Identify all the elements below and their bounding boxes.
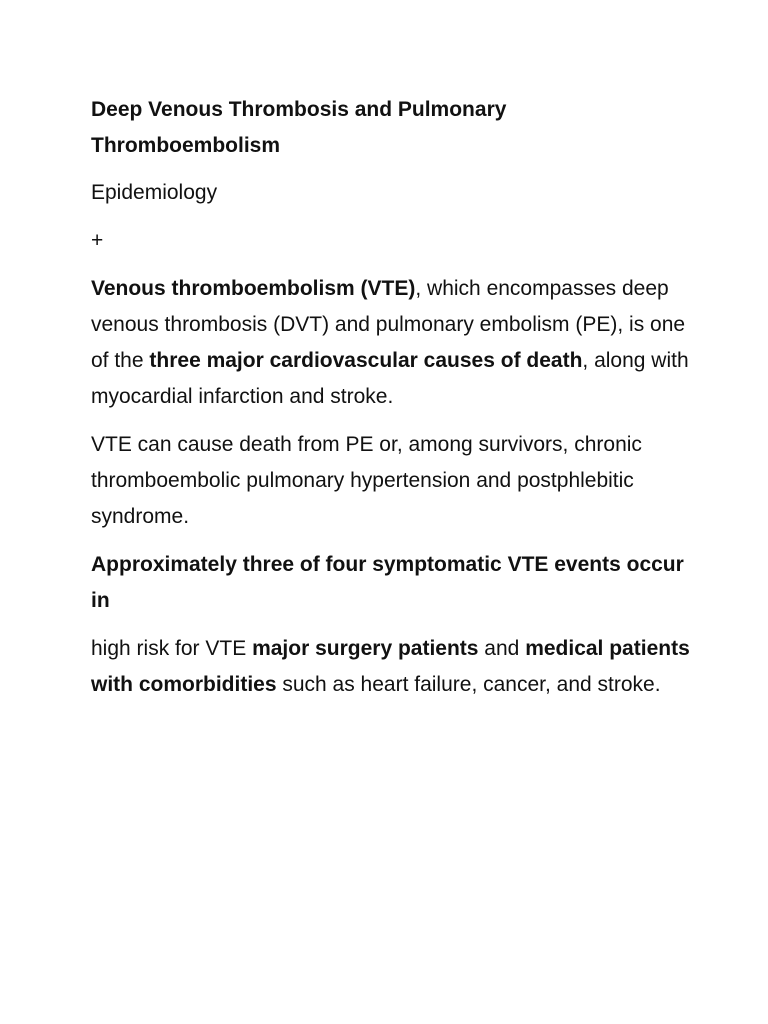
paragraph-risk-groups: [91, 631, 691, 703]
bold-medical-patients: medical patients with comorbidities: [91, 637, 690, 696]
text-segment: , which encompasses deep venous thrombosis (DVT) and pulmonary embolism (PE), is one of the: [91, 277, 686, 372]
text-segment: , along with myocardial infarction and stroke.: [91, 349, 689, 408]
paragraph-vte-definition: [91, 271, 691, 415]
text-segment: and: [478, 637, 526, 660]
bold-major-causes: three major cardiovascular causes of death: [149, 349, 583, 372]
plus-marker: +: [91, 229, 104, 252]
text-segment: such as heart failure, cancer, and stroke.: [276, 673, 661, 696]
document-page: [91, 92, 691, 715]
text-segment: high risk for VTE: [91, 637, 253, 660]
section-heading-epidemiology: Epidemiology: [91, 181, 218, 204]
bold-surgery-patients: major surgery patients: [252, 637, 479, 660]
paragraph-symptomatic-events: Approximately three of four symptomatic VTE events occur in: [91, 553, 684, 612]
document-title: Deep Venous Thrombosis and Pulmonary Thromboembolism: [91, 98, 507, 157]
paragraph-vte-outcomes: VTE can cause death from PE or, among survivors, chronic thromboembolic pulmonary hypertension and postphlebitic syndrome.: [91, 433, 642, 528]
bold-vte-term: Venous thromboembolism (VTE): [91, 277, 416, 300]
